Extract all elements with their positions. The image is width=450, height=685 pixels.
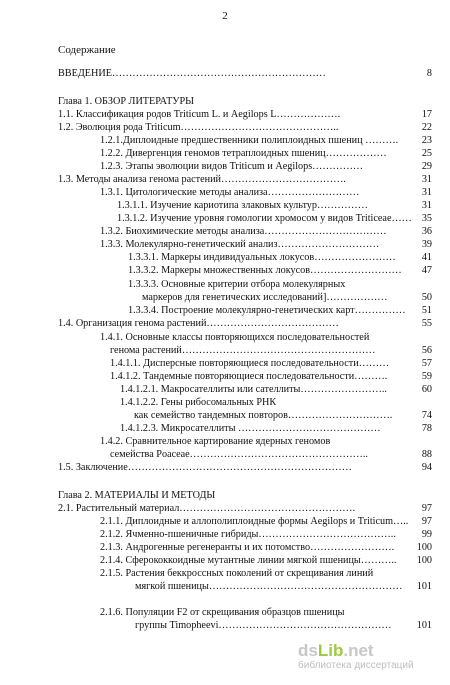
toc-entry: 1.3.2. Биохимические методы анализа……………………………… 36 <box>100 226 432 237</box>
logo-ds: ds <box>298 641 318 660</box>
toc-entry: 1.2.2. Дивергенция геномов тетраплоидных пшениц……………… 25 <box>100 148 432 159</box>
toc-entry: 1.3.3. Молекулярно-генетический анализ………………………… 39 <box>100 239 432 250</box>
toc-entry: 1.3.3.1. Маркеры индивидуальных локусов…………………… 41 <box>128 252 432 263</box>
dslib-watermark <box>298 641 448 681</box>
toc-entry: семейства Poaceae…………………………………………….. 88 <box>110 449 432 460</box>
logo-lib: Lib <box>317 641 344 660</box>
toc-entry: маркеров для генетических исследований]……………… 50 <box>142 292 432 303</box>
toc-entry: 1.3.3.2. Маркеры множественных локусов……………………… 47 <box>128 265 432 276</box>
toc-entry: ВВЕДЕНИЕ……………………………………………………… 8 <box>58 68 432 79</box>
toc-entry: 2.1.6. Популяции F2 от скрещивания образцов пшеницы <box>100 607 345 618</box>
logo-subtitle: библиотека диссертаций <box>298 660 414 671</box>
toc-entry: группы Timopheevi…………………………………………… 101 <box>135 620 432 631</box>
contents-title: Содержание <box>58 44 116 56</box>
chapter-heading: Глава 2. МАТЕРИАЛЫ И МЕТОДЫ <box>58 490 216 501</box>
toc-entry: 1.3.3.3. Основные критерии отбора молекулярных <box>128 279 346 290</box>
toc-entry: 1.3.1.1. Изучение кариотипа злаковых культур…………… 31 <box>117 200 432 211</box>
toc-entry: 2.1. Растительный материал……………………………………………. 97 <box>58 503 432 514</box>
toc-entry: 1.2.1.Диплоидные предшественники полиплоидных пшениц ………. 23 <box>100 135 432 146</box>
toc-entry: 1.3.1.2. Изучение уровня гомологии хромосом у видов Triticeae…… 35 <box>117 213 432 224</box>
toc-entry: мягкой пшеницы………………………………………………… 101 <box>135 581 432 592</box>
toc-entry: 1.3.3.4. Построение молекулярно-генетических карт…………… 51 <box>128 305 432 316</box>
toc-entry: 1.4.1.2.2. Гены рибосомальных РНК <box>120 397 277 408</box>
toc-entry: 2.1.1. Диплоидные и аллополиплоидные формы Aegilops и Triticum….. 97 <box>100 516 432 527</box>
toc-entry: 1.2. Эволюция рода Triticum……………………………………….. 22 <box>58 122 432 133</box>
logo-net: .net <box>343 641 374 660</box>
toc-entry: как семейство тандемных повторов…………………………. 74 <box>134 410 432 421</box>
toc-entry: 1.4.2. Сравнительное картирование ядерных геномов <box>100 436 331 447</box>
toc-entry: 1.4.1.2.1. Макросателлиты или сателлиты…………………….. 60 <box>120 384 432 395</box>
toc-entry: 2.1.5. Растения беккроссных поколений от скрещивания линий <box>100 568 374 579</box>
toc-entry: 1.4.1.1. Дисперсные повторяющиеся последовательности……… 57 <box>110 358 432 369</box>
toc-entry: 1.1. Классификация родов Triticum L. и Aegilops L………………. 17 <box>58 109 432 120</box>
toc-entry: 2.1.4. Сферококкоидные мутантные линии мягкой пшеницы……….. 100 <box>100 555 432 566</box>
toc-entry: генома растений………………………………………………… 56 <box>110 345 432 356</box>
toc-entry: 1.4.1. Основные классы повторяющихся последовательностей <box>100 332 370 343</box>
toc-entry: 1.5. Заключение………………………………………………………… 94 <box>58 462 432 473</box>
dslib-logo <box>298 641 448 661</box>
toc-entry: 1.3.1. Цитологические методы анализа……………………… 31 <box>100 187 432 198</box>
chapter-heading: Глава 1. ОБЗОР ЛИТЕРАТУРЫ <box>58 96 195 107</box>
toc-entry: 1.4.1.2.3. Микросателлиты …………………………………… 78 <box>120 423 432 434</box>
page-number: 2 <box>222 10 228 22</box>
toc-entry: 1.3. Методы анализа генома растений………………………………. 31 <box>58 174 432 185</box>
toc-entry: 1.4. Организация генома растений………………………………… 55 <box>58 318 432 329</box>
toc-entry: 1.2.3. Этапы эволюции видов Triticum и Aegilops…………… 29 <box>100 161 432 172</box>
toc-entry: 1.4.1.2. Тандемные повторяющиеся последовательности………. 59 <box>110 371 432 382</box>
toc-entry: 2.1.2. Ячменно-пшеничные гибриды………………………………….. 99 <box>100 529 432 540</box>
toc-entry: 2.1.3. Андрогенные регенеранты и их потомство……………………. 100 <box>100 542 432 553</box>
